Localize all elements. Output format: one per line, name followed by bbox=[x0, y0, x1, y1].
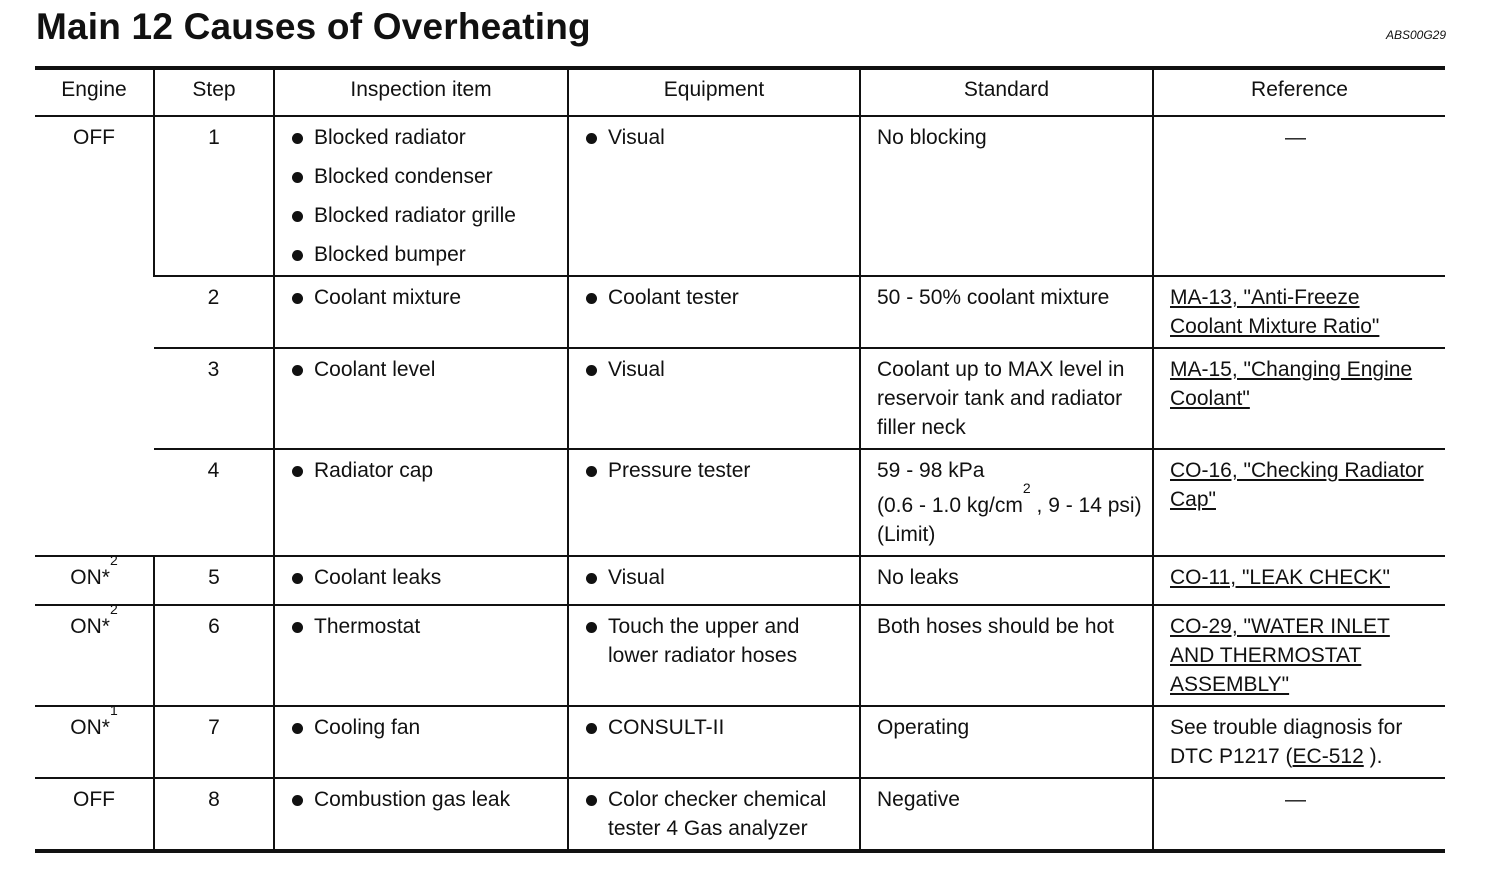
list-item: Visual bbox=[584, 563, 853, 592]
reference-cell bbox=[1153, 449, 1445, 556]
step-cell: 8 bbox=[154, 778, 274, 851]
equipment-cell bbox=[568, 556, 860, 605]
bullet-icon bbox=[292, 293, 303, 304]
equipment-cell bbox=[568, 778, 860, 851]
engine-cell: OFF bbox=[73, 126, 115, 149]
inspection-cell bbox=[274, 605, 568, 706]
reference-cell bbox=[1153, 348, 1445, 449]
table-row bbox=[35, 348, 1445, 449]
list-item: Blocked condenser bbox=[290, 162, 561, 191]
bullet-icon bbox=[586, 365, 597, 376]
bullet-icon bbox=[292, 172, 303, 183]
column-header-step: Step bbox=[154, 68, 274, 116]
bullet-icon bbox=[292, 211, 303, 222]
reference-link[interactable]: MA-13, "Anti-Freeze Coolant Mixture Ratio" bbox=[1170, 286, 1380, 338]
bullet-icon bbox=[292, 466, 303, 477]
bullet-icon bbox=[292, 250, 303, 261]
table-row bbox=[35, 449, 1445, 556]
step-cell: 5 bbox=[154, 556, 274, 605]
list-item: Combustion gas leak bbox=[290, 785, 561, 814]
engine-cell: OFF bbox=[73, 788, 115, 811]
step-cell: 1 bbox=[154, 116, 274, 276]
list-item: Visual bbox=[584, 123, 853, 152]
list-item: Blocked radiator grille bbox=[290, 201, 561, 230]
standard-cell: 50 - 50% coolant mixture bbox=[860, 276, 1153, 348]
table-row bbox=[35, 276, 1445, 348]
reference-cell bbox=[1153, 556, 1445, 605]
bullet-icon bbox=[586, 133, 597, 144]
inspection-cell bbox=[274, 706, 568, 778]
engine-cell: ON*$^1$ bbox=[70, 702, 118, 739]
standard-cell: Negative bbox=[860, 778, 1153, 851]
superscript: 2 bbox=[109, 552, 118, 568]
reference-cell: — bbox=[1153, 778, 1445, 851]
list-item: Visual bbox=[584, 355, 853, 384]
bullet-icon bbox=[292, 723, 303, 734]
reference-cell bbox=[1153, 276, 1445, 348]
inspection-cell bbox=[274, 276, 568, 348]
column-header-equipment: Equipment bbox=[568, 68, 860, 116]
reference-cell bbox=[1153, 605, 1445, 706]
equipment-cell bbox=[568, 605, 860, 706]
table-header-row bbox=[35, 68, 1445, 116]
inspection-cell bbox=[274, 116, 568, 276]
standard-cell: No blocking bbox=[860, 116, 1153, 276]
reference-link[interactable]: MA-15, "Changing Engine Coolant" bbox=[1170, 358, 1413, 410]
equipment-cell bbox=[568, 348, 860, 449]
inspection-cell bbox=[274, 556, 568, 605]
standard-cell: Both hoses should be hot bbox=[860, 605, 1153, 706]
list-item: Blocked radiator bbox=[290, 123, 561, 152]
inspection-cell bbox=[274, 449, 568, 556]
reference-link[interactable]: CO-11, "LEAK CHECK" bbox=[1170, 566, 1390, 589]
list-item: Color checker chemical tester 4 Gas analyzer bbox=[584, 785, 853, 843]
reference-cell: See trouble diagnosis for DTC P1217 (EC-512 ). bbox=[1153, 706, 1445, 778]
column-header-engine: Engine bbox=[35, 68, 154, 116]
equipment-cell bbox=[568, 706, 860, 778]
bullet-icon bbox=[586, 293, 597, 304]
list-item: Coolant leaks bbox=[290, 563, 561, 592]
reference-link[interactable]: CO-16, "Checking Radiator Cap" bbox=[1170, 459, 1424, 511]
table-row bbox=[35, 556, 1445, 605]
reference-link[interactable]: CO-29, "WATER INLET AND THERMOSTAT ASSEMBLY" bbox=[1170, 615, 1390, 696]
equipment-cell bbox=[568, 116, 860, 276]
list-item: Cooling fan bbox=[290, 713, 561, 742]
step-cell: 7 bbox=[154, 706, 274, 778]
list-item: Coolant mixture bbox=[290, 283, 561, 312]
bullet-icon bbox=[586, 573, 597, 584]
inspection-cell bbox=[274, 348, 568, 449]
standard-cell bbox=[860, 449, 1153, 556]
standard-line: 59 - 98 kPa bbox=[877, 459, 985, 482]
list-item: Thermostat bbox=[290, 612, 561, 641]
bullet-icon bbox=[586, 723, 597, 734]
bullet-icon bbox=[292, 573, 303, 584]
bullet-icon bbox=[292, 365, 303, 376]
reference-link[interactable]: EC-512 bbox=[1292, 745, 1364, 768]
superscript: 2 bbox=[109, 601, 118, 617]
column-header-reference: Reference bbox=[1153, 68, 1445, 116]
document-code: ABS00G29 bbox=[1385, 28, 1446, 42]
step-cell: 3 bbox=[207, 358, 220, 381]
step-cell: 6 bbox=[154, 605, 274, 706]
equipment-cell bbox=[568, 276, 860, 348]
standard-cell: No leaks bbox=[860, 556, 1153, 605]
table-row bbox=[35, 706, 1445, 778]
bullet-icon bbox=[292, 622, 303, 633]
reference-cell: — bbox=[1153, 116, 1445, 276]
page-title: Main 12 Causes of Overheating bbox=[36, 6, 591, 47]
engine-cell: ON*$^2$ bbox=[70, 552, 118, 589]
step-cell: 4 bbox=[207, 459, 220, 482]
bullet-icon bbox=[292, 133, 303, 144]
bullet-icon bbox=[586, 622, 597, 633]
step-cell: 2 bbox=[207, 286, 220, 309]
table-row bbox=[35, 116, 1445, 276]
inspection-cell bbox=[274, 778, 568, 851]
column-header-standard: Standard bbox=[860, 68, 1153, 116]
table-row bbox=[35, 605, 1445, 706]
list-item: Radiator cap bbox=[290, 456, 561, 485]
superscript: 2 bbox=[1022, 480, 1031, 496]
equipment-cell bbox=[568, 449, 860, 556]
bullet-icon bbox=[586, 466, 597, 477]
list-item: CONSULT-II bbox=[584, 713, 853, 742]
standard-cell: Coolant up to MAX level in reservoir tank and radiator filler neck bbox=[860, 348, 1153, 449]
list-item: Coolant tester bbox=[584, 283, 853, 312]
list-item: Pressure tester bbox=[584, 456, 853, 485]
overheating-causes-table bbox=[35, 66, 1445, 853]
engine-cell: ON*$^2$ bbox=[70, 601, 118, 638]
list-item: Touch the upper and lower radiator hoses bbox=[584, 612, 853, 670]
table-row bbox=[35, 778, 1445, 851]
standard-line: (0.6 - 1.0 $kg/cm^2$ , 9 - 14 psi) (Limit) bbox=[877, 480, 1142, 546]
standard-cell: Operating bbox=[860, 706, 1153, 778]
column-header-inspection-item: Inspection item bbox=[274, 68, 568, 116]
list-item: Blocked bumper bbox=[290, 240, 561, 269]
bullet-icon bbox=[586, 795, 597, 806]
list-item: Coolant level bbox=[290, 355, 561, 384]
bullet-icon bbox=[292, 795, 303, 806]
superscript: 1 bbox=[109, 702, 118, 718]
